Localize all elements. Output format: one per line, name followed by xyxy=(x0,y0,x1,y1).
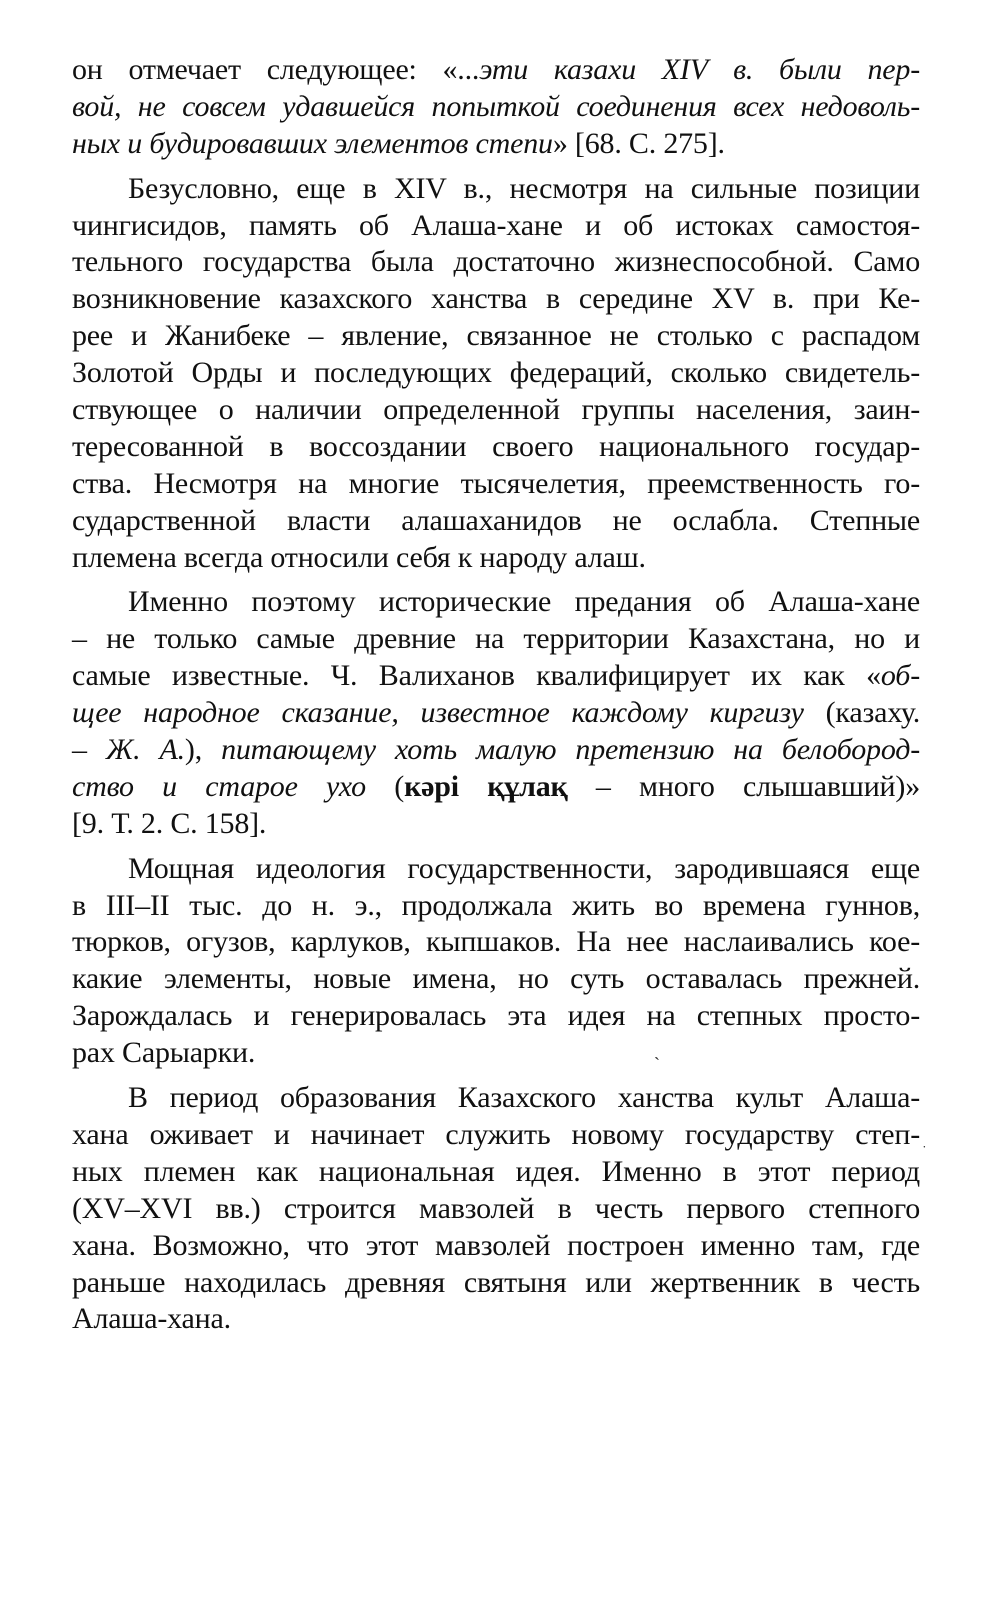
text-line xyxy=(72,1301,920,1338)
text-line xyxy=(72,806,920,843)
paragraph xyxy=(72,1080,920,1338)
scan-dot: ˙ xyxy=(922,1144,927,1159)
text-segment: хана оживает и начинает служить новому государству степ- xyxy=(72,1117,920,1151)
text-segment: Зарождалась и генерировалась эта идея на степных просто- xyxy=(72,999,920,1033)
text-line xyxy=(72,429,920,466)
scan-mark: ˎ xyxy=(654,1040,660,1060)
text-line xyxy=(72,584,920,621)
text-line xyxy=(72,1117,920,1154)
text-segment: эти казахи XIV в. были пер- xyxy=(479,53,920,86)
text-line xyxy=(72,1154,920,1191)
text-line xyxy=(72,1035,920,1072)
text-segment: В период образования Казахского ханства культ Алаша- xyxy=(128,1081,920,1115)
text-line xyxy=(72,621,920,658)
text-line xyxy=(72,318,920,355)
text-segment: (казаху. xyxy=(803,696,920,730)
text-line xyxy=(72,503,920,540)
text-line xyxy=(72,888,920,925)
text-line xyxy=(72,769,920,806)
text-segment: возникновение казахского ханства в середине XV в. при Ке- xyxy=(72,282,920,316)
text-segment: ( xyxy=(365,769,405,803)
text-line xyxy=(72,732,920,769)
text-segment: чингисидов, память об Алаша-хане и об истоках самостоя- xyxy=(72,208,920,242)
text-segment: вой, не совсем удавшейся попыткой соединения всех недоволь- xyxy=(72,89,920,123)
text-line xyxy=(72,126,920,163)
text-segment: Именно поэтому исторические предания об Алаша-хане xyxy=(128,585,920,619)
text-segment: раньше находилась древняя святыня или жертвенник в честь xyxy=(72,1265,920,1299)
text-line xyxy=(72,466,920,503)
text-segment: – много слышавший)» xyxy=(567,769,921,803)
paragraph-gap xyxy=(72,843,920,851)
text-segment: об- xyxy=(880,659,920,693)
text-line xyxy=(72,1265,920,1302)
text-segment: щее народное сказание, известное каждому киргизу xyxy=(72,696,804,730)
text-segment: ных племен как национальная идея. Именно в этот период xyxy=(72,1154,920,1188)
paragraph xyxy=(72,171,920,577)
text-segment: тересованной в воссоздании своего национального государ- xyxy=(72,429,920,463)
text-line xyxy=(72,171,920,208)
text-line xyxy=(72,998,920,1035)
text-segment: племена всегда относили себя к народу алаш. xyxy=(72,540,646,574)
text-segment: ство и старое ухо xyxy=(72,769,366,803)
text-segment: тюрков, огузов, карлуков, кыпшаков. На нее наслаивались кое- xyxy=(72,925,920,959)
text-segment: » [68. С. 275]. xyxy=(552,126,725,160)
text-segment: ных и будировавших элементов степи xyxy=(72,126,553,160)
text-segment: (XV–XVI вв.) строится мавзолей в честь первого степного xyxy=(72,1191,920,1225)
paragraph xyxy=(72,851,920,1072)
text-line xyxy=(72,961,920,998)
text-line xyxy=(72,89,920,126)
text-line xyxy=(72,851,920,888)
text-segment: ствующее о наличии определенной группы населения, заин- xyxy=(72,393,920,427)
text-segment: сударственной власти алашаханидов не ослабла. Степные xyxy=(72,503,920,537)
text-segment: Ж. А. xyxy=(105,733,185,767)
text-line xyxy=(72,540,920,577)
text-segment: хана. Возможно, что этот мавзолей построен именно там, где xyxy=(72,1228,920,1262)
text-line xyxy=(72,208,920,245)
text-segment: тельного государства была достаточно жизнеспособной. Само xyxy=(72,245,920,279)
text-segment: он отмечает следующее: «... xyxy=(72,53,480,86)
text-segment: рее и Жанибеке – явление, связанное не столько с распадом xyxy=(72,319,920,353)
text-segment: какие элементы, новые имена, но суть оставалась прежней. xyxy=(72,962,920,996)
text-line xyxy=(72,281,920,318)
text-segment: – xyxy=(72,733,106,767)
text-segment: Безусловно, еще в XIV в., несмотря на сильные позиции xyxy=(128,171,920,205)
text-segment: ства. Несмотря на многие тысячелетия, преемственность го- xyxy=(72,466,920,500)
text-segment: кәрі құлақ xyxy=(404,769,568,803)
text-line xyxy=(72,1228,920,1265)
text-line xyxy=(72,355,920,392)
text-segment: рах Сарыарки. xyxy=(72,1036,256,1070)
text-line xyxy=(72,244,920,281)
text-segment: Алаша-хана. xyxy=(72,1302,231,1336)
text-line xyxy=(72,52,920,89)
page-text xyxy=(72,52,920,1338)
paragraph-gap xyxy=(72,163,920,171)
paragraph xyxy=(72,584,920,842)
text-segment: питающему хоть малую претензию на белобород- xyxy=(221,733,920,767)
text-segment: в III–II тыс. до н. э., продолжала жить во времена гуннов, xyxy=(72,888,920,922)
text-line xyxy=(72,924,920,961)
text-segment: Золотой Орды и последующих федераций, сколько свидетель- xyxy=(72,356,920,390)
text-segment: Мощная идеология государственности, зародившаяся еще xyxy=(128,851,920,885)
paragraph-gap xyxy=(72,1072,920,1080)
text-segment: самые известные. Ч. Валиханов квалифицирует их как « xyxy=(72,659,881,693)
text-line xyxy=(72,1191,920,1228)
text-segment: ), xyxy=(184,733,222,767)
text-line xyxy=(72,1080,920,1117)
text-line xyxy=(72,695,920,732)
text-line xyxy=(72,658,920,695)
text-segment: [9. Т. 2. С. 158]. xyxy=(72,806,267,840)
text-segment: – не только самые древние на территории Казахстана, но и xyxy=(72,622,920,656)
text-line xyxy=(72,392,920,429)
paragraph-gap xyxy=(72,576,920,584)
paragraph xyxy=(72,52,920,163)
